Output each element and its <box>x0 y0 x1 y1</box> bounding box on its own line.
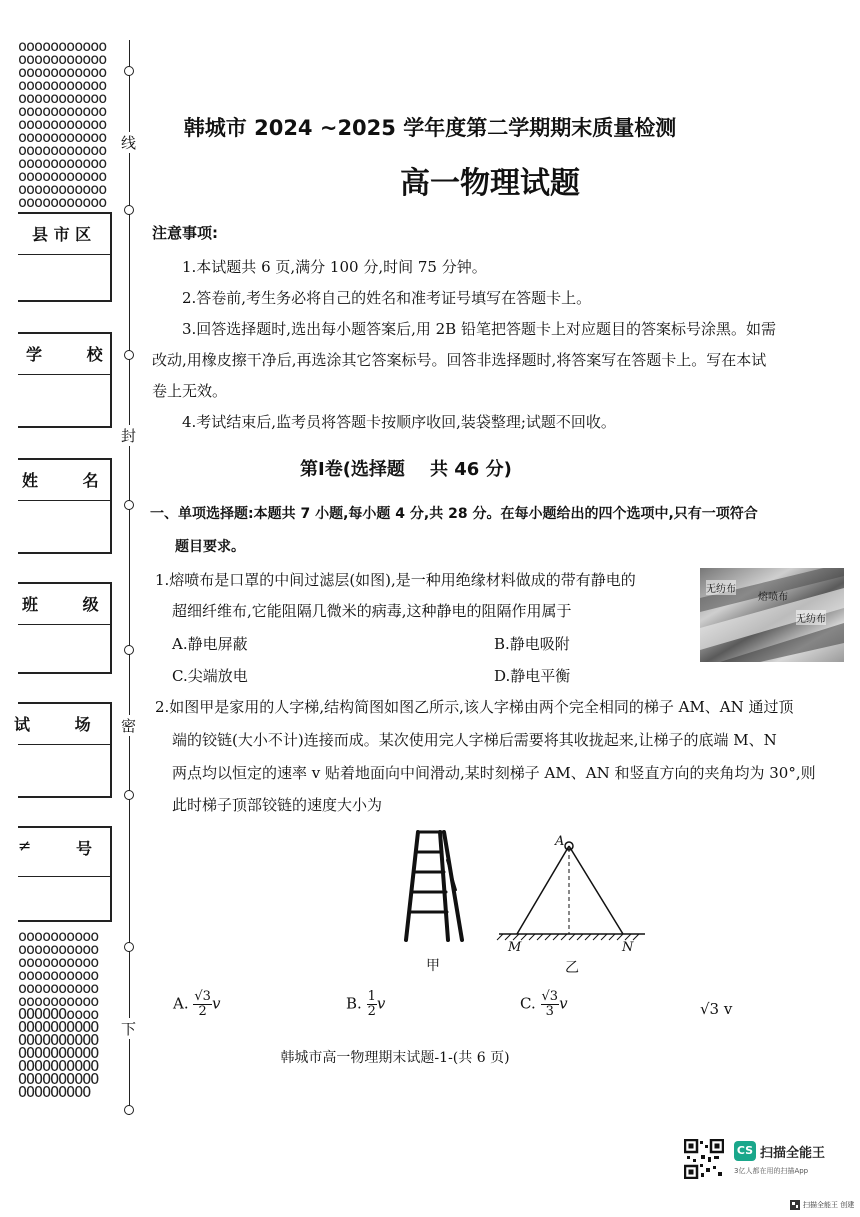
q1-stem: 1.熔喷布是口罩的中间过滤层(如图),是一种用绝缘材料做成的带有静电的 <box>155 571 636 589</box>
field-school <box>18 332 112 428</box>
binding-circle <box>124 1105 134 1115</box>
part-instruction: 一、单项选择题:本题共 7 小题,每小题 4 分,共 28 分。在每小题给出的四个选项中,只有一项符合 <box>150 506 758 522</box>
field-class <box>18 582 112 674</box>
notice-item: 卷上无效。 <box>152 382 228 400</box>
small-qr-icon <box>790 1200 800 1210</box>
binding-circle <box>124 790 134 800</box>
notice-heading: 注意事项: <box>152 224 218 242</box>
q2-stem: 此时梯子顶部铰链的速度大小为 <box>172 796 383 814</box>
binding-circle <box>124 66 134 76</box>
binding-circle <box>124 500 134 510</box>
photo-label: 熔喷布 <box>758 592 788 603</box>
binding-circle <box>124 942 134 952</box>
dot-pattern-top: ooooooooooo ooooooooooo ooooooooooo ooooooooooo ooooooooooo ooooooooooo ooooooooooo ooooooooooo ooooooooooo ooooooooooo ooooooooooo ooooooooooo ooooooooooo <box>18 37 107 211</box>
page-footer: 韩城市高一物理期末试题-1-(共 6 页) <box>280 1050 510 1066</box>
field-name <box>18 458 112 554</box>
qr-code-icon <box>684 1139 724 1179</box>
notice-item: 3.回答选择题时,选出每小题答案后,用 2B 铅笔把答题卡上对应题目的答案标号涂黑。如需 <box>182 320 776 338</box>
field-label: 班 级 <box>22 595 99 614</box>
q1-photo <box>700 568 844 662</box>
cs-badge: CS <box>734 1141 756 1161</box>
q2-option-c: C. $\frac{√3}{3}$ v <box>520 989 568 1019</box>
field-seat-number <box>18 826 112 922</box>
q1-stem: 超细纤维布,它能阻隔几微米的病毒,这种静电的阻隔作用属于 <box>172 602 572 620</box>
photo-label: 无纺布 <box>706 580 736 595</box>
dot-pattern-bottom: oooooooooo oooooooooo oooooooooo oooooooooo oooooooooo oooooooooo OOOOOOoooo OOOOOOOOOO OOOOOOOOOO OOOOOOOOOO OOOOOOOOOO OOOOOOOOOO OOOOOOOOO <box>18 927 99 1101</box>
subject-title: 高一物理试题 <box>400 166 580 201</box>
q2-stem: 端的铰链(大小不计)连接而成。某次使用完人字梯后需要将其收拢起来,让梯子的底端 M、N <box>172 731 777 749</box>
fig-label-jia: 甲 <box>426 958 440 974</box>
binding-circle <box>124 205 134 215</box>
scanner-app-slogan: 3亿人都在用的扫描App <box>734 1167 809 1175</box>
q2-option-a: A. $\frac{√3}{2}$ v <box>173 989 221 1019</box>
seal-char: 封 <box>121 427 137 445</box>
notice-item: 1.本试题共 6 页,满分 100 分,时间 75 分钟。 <box>182 258 487 276</box>
seal-char: 下 <box>121 1020 137 1038</box>
partial-char: ≠ <box>18 836 32 855</box>
binding-circle <box>124 645 134 655</box>
seal-char: 密 <box>121 717 137 735</box>
schematic-figure <box>495 830 655 942</box>
q2-option-b: B. $\frac{1}{2}$ v <box>346 989 386 1019</box>
q1-option-c: C.尖端放电 <box>172 667 248 685</box>
q1-option-d: D.静电平衡 <box>494 667 571 685</box>
notice-item: 改动,用橡皮擦干净后,再选涂其它答案标号。回答非选择题时,将答案写在答题卡上。写在本试 <box>152 351 767 369</box>
photo-label: 无纺布 <box>796 610 826 625</box>
fig-label-n: N <box>622 940 634 955</box>
q2-stem: 两点均以恒定的速率 v 贴着地面向中间滑动,某时刻梯子 AM、AN 和竖直方向的夹角均为 30°,则 <box>172 764 816 782</box>
field-label: 学 校 <box>26 345 103 364</box>
q2-option-d: √3 v <box>700 1000 733 1018</box>
field-label: 姓 名 <box>22 471 99 490</box>
fig-label-yi: 乙 <box>565 960 579 976</box>
exam-title: 韩城市 2024 ~2025 学年度第二学期期末质量检测 <box>183 116 677 140</box>
field-label: 试 场 <box>14 715 91 734</box>
field-label: 号 <box>76 839 93 858</box>
scanner-corner-mark: 扫描全能王 创建 <box>803 1201 855 1209</box>
ladder-figure <box>400 830 470 942</box>
field-label: 县 市 区 <box>32 225 92 244</box>
part-instruction: 题目要求。 <box>175 539 245 555</box>
notice-item: 2.答卷前,考生务必将自己的姓名和准考证号填写在答题卡上。 <box>182 289 592 307</box>
field-exam-room <box>14 702 112 798</box>
section-title: 第Ⅰ卷(选择题 共 46 分) <box>300 459 512 480</box>
q1-option-a: A.静电屏蔽 <box>172 635 248 653</box>
field-county <box>18 212 112 302</box>
fig-label-a: A <box>555 834 565 849</box>
q1-option-b: B.静电吸附 <box>494 635 570 653</box>
scanner-app-name: 扫描全能王 <box>760 1146 826 1161</box>
notice-item: 4.考试结束后,监考员将答题卡按顺序收回,装袋整理;试题不回收。 <box>182 413 616 431</box>
fig-label-m: M <box>508 940 522 955</box>
binding-circle <box>124 350 134 360</box>
q2-stem: 2.如图甲是家用的人字梯,结构简图如图乙所示,该人字梯由两个完全相同的梯子 AM、AN 通过顶 <box>155 698 794 716</box>
seal-char: 线 <box>121 134 137 152</box>
